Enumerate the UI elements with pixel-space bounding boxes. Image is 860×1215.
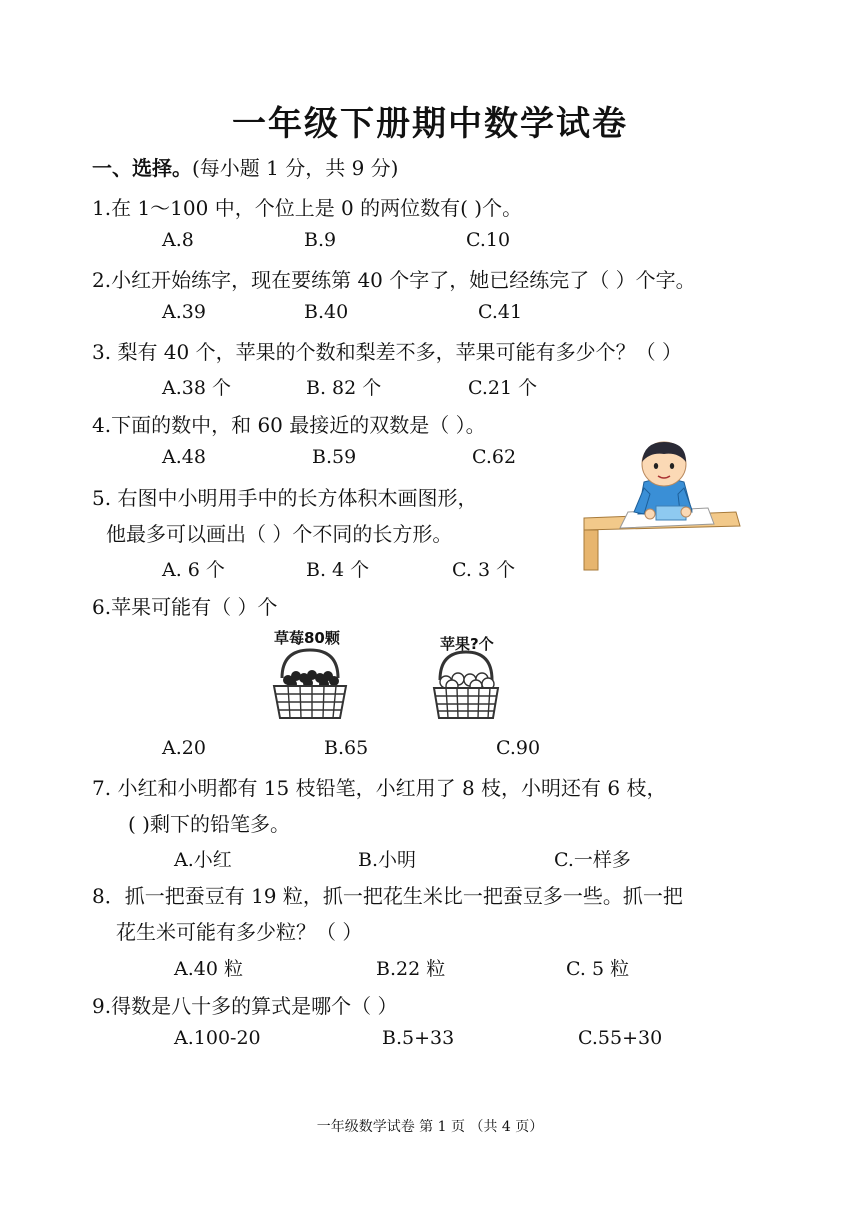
section-note: (每小题 1 分，共 9 分)	[192, 156, 399, 180]
question-6: 6.苹果可能有（ ）个	[92, 595, 278, 619]
question-7-line2: ( )剩下的铅笔多。	[128, 812, 290, 836]
basket-strawberry-label: 草莓80颗	[274, 629, 340, 647]
option-q8-a: A.40 粒	[174, 958, 243, 980]
option-q4-a: A.48	[162, 446, 206, 468]
option-q9-c: C.55+30	[578, 1027, 663, 1049]
option-q4-b: B.59	[312, 446, 357, 468]
question-5: 5. 右图中小明用手中的长方体积木画图形，	[92, 486, 478, 510]
question-4: 4.下面的数中，和 60 最接近的双数是（ ）。	[92, 413, 486, 437]
question-2: 2.小红开始练字，现在要练第 40 个字了，她已经练完了（ ）个字。	[92, 268, 696, 292]
option-q3-b: B. 82 个	[306, 377, 382, 399]
question-8-line2: 花生米可能有多少粒？（ ）	[116, 920, 363, 944]
page-footer: 一年级数学试卷 第 1 页 （共 4 页）	[316, 1119, 544, 1135]
option-q3-a: A.38 个	[162, 377, 231, 399]
question-5-line2: 他最多可以画出（ ）个不同的长方形。	[106, 522, 453, 546]
option-q9-a: A.100-20	[174, 1027, 261, 1049]
option-q7-a: A.小红	[174, 849, 232, 871]
option-q2-a: A.39	[162, 301, 206, 323]
option-q6-c: C.90	[496, 737, 541, 759]
option-q1-c: C.10	[466, 229, 511, 251]
question-8: 8．抓一把蚕豆有 19 粒，抓一把花生米比一把蚕豆多一些。抓一把	[92, 884, 683, 908]
option-q5-a: A. 6 个	[162, 559, 225, 581]
option-q6-b: B.65	[324, 737, 369, 759]
basket-apple-label: 苹果?个	[440, 635, 494, 653]
question-3: 3. 梨有 40 个，苹果的个数和梨差不多，苹果可能有多少个？（ ）	[92, 340, 682, 364]
apple-basket-icon	[430, 650, 502, 720]
question-1: 1.在 1～100 中，个位上是 0 的两位数有( )个。	[92, 196, 523, 220]
option-q9-b: B.5+33	[382, 1027, 455, 1049]
question-7: 7. 小红和小明都有 15 枝铅笔，小红用了 8 枝，小明还有 6 枝，	[92, 776, 667, 800]
option-q1-b: B.9	[304, 229, 337, 251]
section-heading	[92, 152, 398, 181]
option-q2-b: B.40	[304, 301, 349, 323]
option-q7-b: B.小明	[358, 849, 417, 871]
option-q3-c: C.21 个	[468, 377, 538, 399]
option-q4-c: C.62	[472, 446, 517, 468]
section-title: 一、选择。	[92, 156, 192, 180]
option-q7-c: C.一样多	[554, 849, 631, 871]
option-q6-a: A.20	[162, 737, 206, 759]
strawberry-basket-icon	[270, 648, 350, 720]
option-q5-b: B. 4 个	[306, 559, 370, 581]
option-q8-b: B.22 粒	[376, 958, 446, 980]
page-title: 一年级下册期中数学试卷	[232, 104, 628, 144]
question-9: 9.得数是八十多的算式是哪个（ ）	[92, 994, 398, 1018]
option-q1-a: A.8	[162, 229, 194, 251]
option-q5-c: C. 3 个	[452, 559, 516, 581]
boy-drawing-illustration	[580, 442, 742, 572]
option-q2-c: C.41	[478, 301, 523, 323]
option-q8-c: C. 5 粒	[566, 958, 630, 980]
